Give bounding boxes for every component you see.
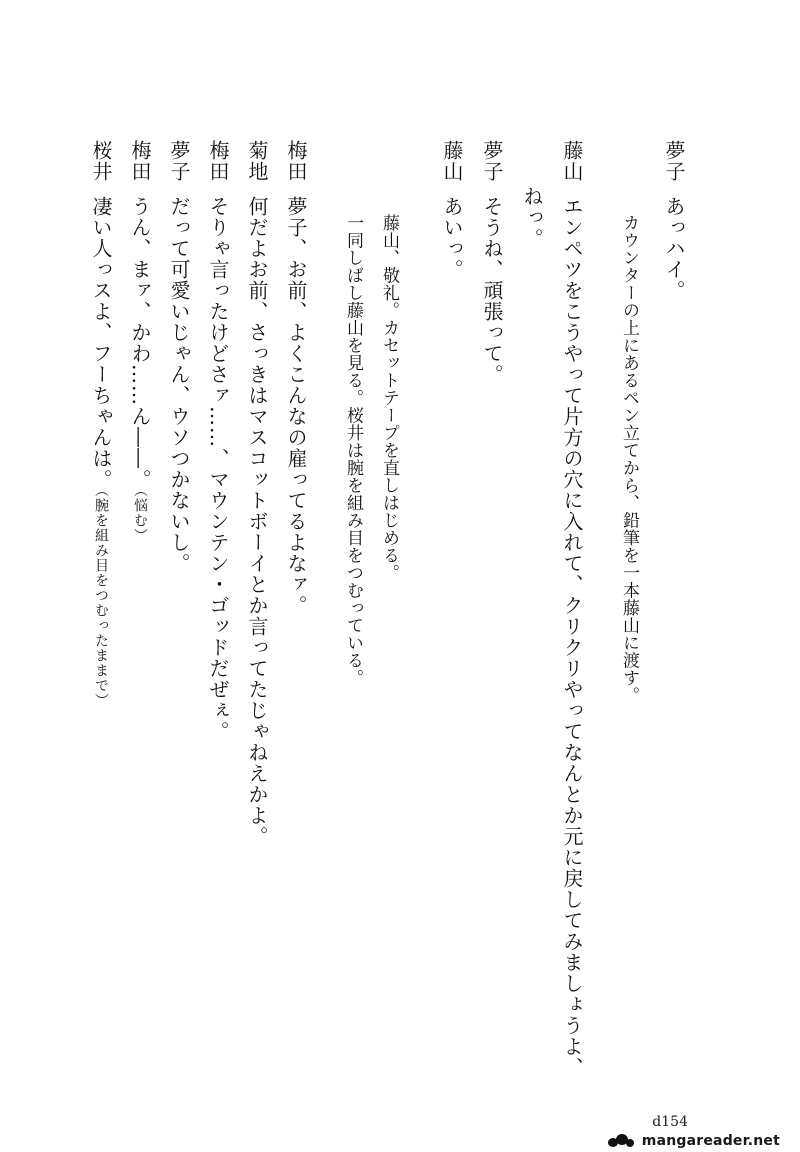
stage-direction-3 <box>344 214 361 687</box>
watermark <box>608 1133 780 1149</box>
page-number-value: 154 <box>661 1114 688 1130</box>
dialogue-text: そうね、頑張って。 <box>480 196 504 385</box>
script-line-umeda-3 <box>130 140 150 543</box>
dialogue-text: うん、まァ、かわ……ん――。 <box>128 196 152 490</box>
speaker-name: 夢子 <box>167 140 191 182</box>
script-line-sakurai-1 <box>91 140 111 708</box>
script-line-umeda-2 <box>208 140 228 742</box>
stage-note: （悩む） <box>132 490 148 543</box>
speaker-name: 梅田 <box>284 140 308 182</box>
direction-text: 藤山、敬礼。カセットテープを直しはじめる。 <box>379 214 399 582</box>
script-line-fujiyama-2 <box>442 140 462 280</box>
script-line-yumeko-3 <box>169 140 189 574</box>
dialogue-text: 夢子、お前、よくこんなの雇ってるよなァ。 <box>284 196 308 616</box>
watermark-logo-icon <box>608 1134 638 1148</box>
page-number <box>652 1114 688 1130</box>
script-line-yumeko-2 <box>482 140 502 385</box>
dialogue-text: 何だよお前、さっきはマスコットボーイとか言ってたじゃねえかよ。 <box>245 196 269 847</box>
dialogue-text: あいっ。 <box>440 196 464 280</box>
continuation-text: ねっ。 <box>520 186 544 249</box>
speaker-name: 藤山 <box>560 140 584 182</box>
dialogue-text: あっハイ。 <box>662 196 686 301</box>
speaker-name: 桜井 <box>89 140 113 182</box>
speaker-name: 夢子 <box>662 140 686 182</box>
dialogue-text: だって可愛いじゃん、ウソつかないし。 <box>167 196 191 574</box>
direction-text: カウンターの上にあるペン立てから、鉛筆を一本藤山に渡す。 <box>619 214 639 704</box>
script-line-umeda-1 <box>286 140 306 616</box>
direction-text: 一同しばし藤山を見る。桜井は腕を組み目をつむっている。 <box>343 214 363 687</box>
stage-note: （腕を組み目をつむったままで） <box>93 490 109 708</box>
speaker-name: 梅田 <box>206 140 230 182</box>
stage-direction-2 <box>380 214 397 582</box>
dialogue-text: 凄い人っスよ、フーちゃんは。 <box>89 196 113 490</box>
dialogue-text: そりゃ言ったけどさァ……、マウンテン・ゴッドだぜぇ。 <box>206 196 230 742</box>
stage-direction-1 <box>620 214 637 704</box>
script-line-fujiyama-1 <box>562 140 582 1078</box>
script-line-yumeko-1 <box>664 140 684 301</box>
script-line-kikuchi-1 <box>247 140 267 847</box>
script-line-continuation <box>522 186 542 249</box>
dialogue-text: エンペツをこうやって片方の穴に入れて、クリクリやってなんとか元に戻してみましょうよ、 <box>560 196 584 1078</box>
speaker-name: 藤山 <box>440 140 464 182</box>
watermark-text: mangareader.net <box>641 1133 780 1149</box>
page-number-prefix: d <box>652 1114 662 1130</box>
speaker-name: 夢子 <box>480 140 504 182</box>
speaker-name: 梅田 <box>128 140 152 182</box>
speaker-name: 菊地 <box>245 140 269 182</box>
